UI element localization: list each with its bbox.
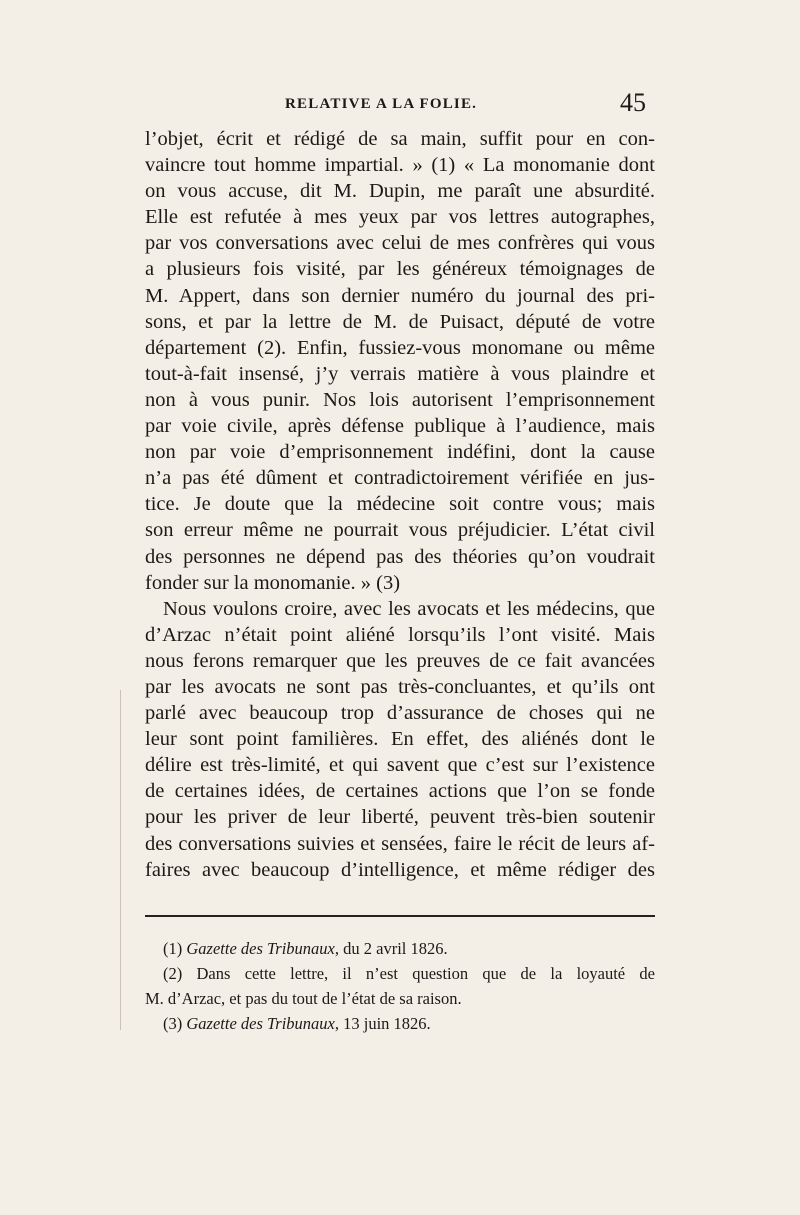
body-line: sons, et par la lettre de M. de Puisact, député de votre <box>145 310 655 333</box>
body-line: Elle est refutée à mes yeux par vos lettres autographes, <box>145 206 655 229</box>
body-line: M. Appert, dans son dernier numéro du journal des pri- <box>145 284 655 307</box>
footnote-3 <box>145 1011 655 1036</box>
body-line: faires avec beaucoup d’intelligence, et même rédiger des <box>145 858 655 881</box>
body-line: par vos conversations avec celui de mes confrères qui vous <box>145 232 655 255</box>
body-line: par voie civile, après défense publique à l’audience, mais <box>145 415 655 438</box>
footnotes <box>145 936 655 1036</box>
body-line: non par voie d’emprisonnement indéfini, dont la cause <box>145 441 655 464</box>
body-line: parlé avec beaucoup trop d’assurance de choses qui ne <box>145 702 655 725</box>
footnote-marker: (1) <box>163 939 183 958</box>
body-line: de certaines idées, de certaines actions que l’on se fonde <box>145 780 655 803</box>
footnote-text: , 13 juin 1826. <box>334 1014 431 1033</box>
body-line: nous ferons remarquer que les preuves de ce fait avancées <box>145 649 655 672</box>
body-line: on vous accuse, dit M. Dupin, me paraît une absurdité. <box>145 180 655 203</box>
body-line: par les avocats ne sont pas très-concluantes, et qu’ils ont <box>145 675 655 698</box>
body-line: n’a pas été dûment et contradictoirement vérifiée en jus- <box>145 467 655 490</box>
footnote-source: Gazette des Tribunaux <box>186 1014 335 1033</box>
body-line: département (2). Enfin, fussiez-vous monomane ou même <box>145 336 655 359</box>
body-line: vaincre tout homme impartial. » (1) « La monomanie dont <box>145 154 655 177</box>
footnote-source: Gazette des Tribunaux <box>186 939 335 958</box>
body-line: d’Arzac n’était point aliéné lorsqu’ils l’ont visité. Mais <box>145 623 655 646</box>
footnote-marker: (3) <box>163 1014 183 1033</box>
body-text <box>145 126 655 883</box>
body-line: pour les priver de leur liberté, peuvent très-bien soutenir <box>145 806 655 829</box>
footnote-1 <box>145 936 655 961</box>
body-line: tice. Je doute que la médecine soit contre vous; mais <box>145 493 655 516</box>
body-line: son erreur même ne pourrait vous préjudicier. L’état civil <box>145 519 655 542</box>
body-line: fonder sur la monomanie. » (3) <box>145 571 401 594</box>
body-line: non à vous punir. Nos lois autorisent l’emprisonnement <box>145 388 655 411</box>
body-line: des personnes ne dépend pas des théories qu’on voudrait <box>145 545 655 568</box>
footnote-rule <box>145 915 655 917</box>
body-line: tout-à-fait insensé, j’y verrais matière à vous plaindre et <box>145 362 655 385</box>
paragraph-start-line: Nous voulons croire, avec les avocats et les médecins, que <box>163 597 655 620</box>
margin-crease <box>120 690 121 1030</box>
footnote-text: , du 2 avril 1826. <box>334 939 448 958</box>
body-line: l’objet, écrit et rédigé de sa main, suffit pour en con- <box>145 128 655 150</box>
body-line: leur sont point familières. En effet, des aliénés dont le <box>145 728 655 751</box>
body-line: des conversations suivies et sensées, faire le récit de leurs af- <box>145 832 655 855</box>
page-number: 45 <box>620 88 646 117</box>
footnote-2-line-2: M. d’Arzac, et pas du tout de l’état de sa raison. <box>145 989 462 1008</box>
body-line: a plusieurs fois visité, par les généreux témoignages de <box>145 258 655 281</box>
footnote-2-line-1: (2) Dans cette lettre, il n’est question que de la loyauté de <box>163 964 655 983</box>
running-title: RELATIVE A LA FOLIE. <box>285 96 478 112</box>
body-line: délire est très-limité, et qui savent que c’est sur l’existence <box>145 754 655 777</box>
